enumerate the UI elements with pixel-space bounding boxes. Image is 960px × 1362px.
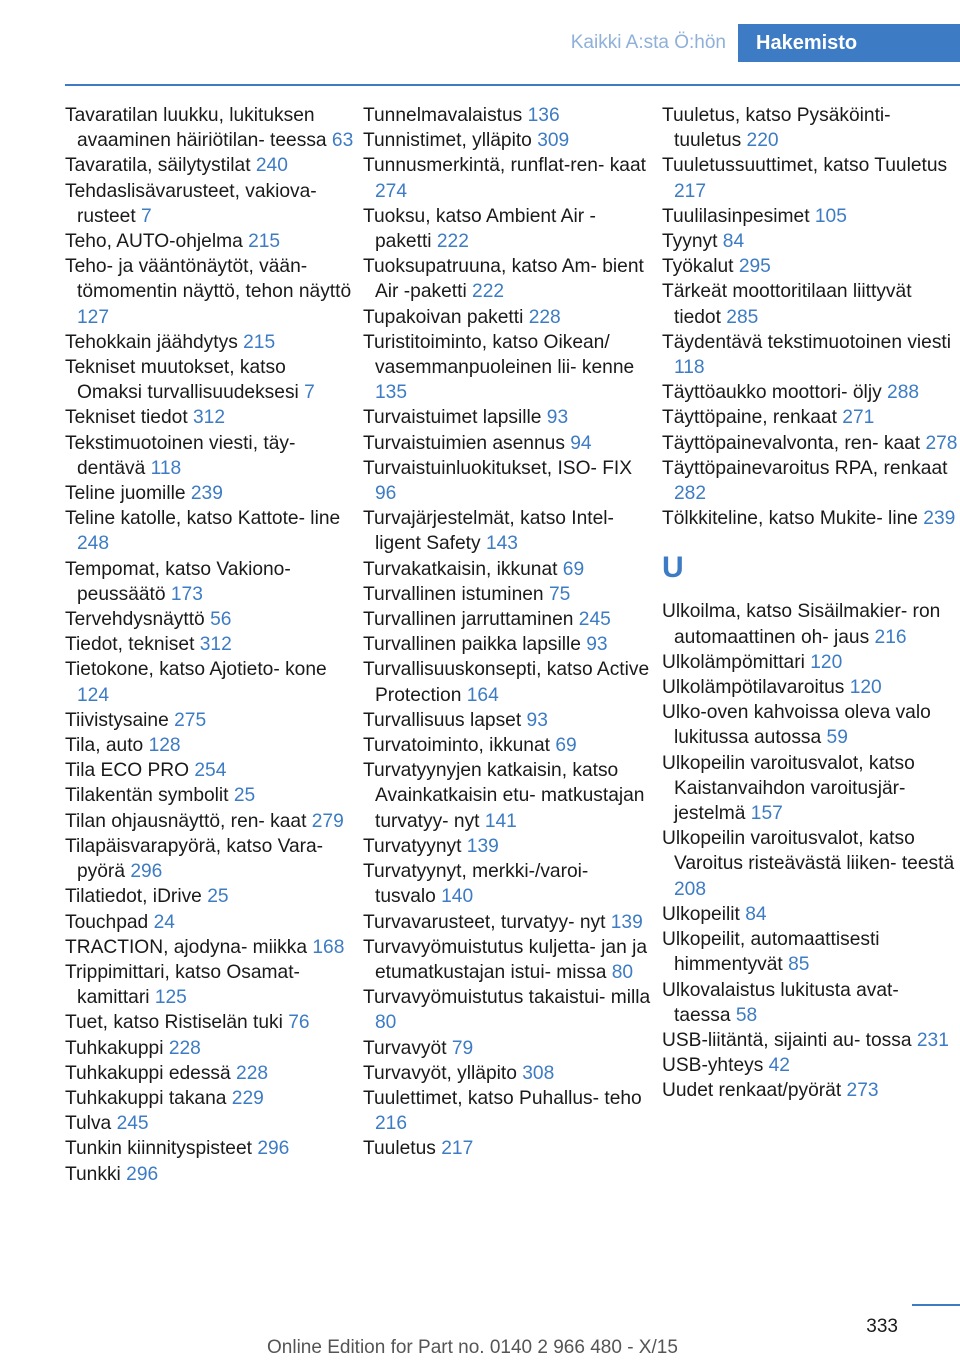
index-term: Tekniset tiedot	[65, 407, 188, 429]
index-entry	[662, 153, 960, 203]
index-entry	[65, 405, 355, 430]
index-term: Tärkeät moottoritilaan liittyvät tiedot	[662, 281, 912, 328]
page-reference-link[interactable]: 296	[257, 1138, 290, 1160]
index-term: Tekstimuotoinen viesti, täy- dentävä	[65, 432, 296, 479]
index-term: Ulkopeilin varoitusvalot, katso Kaistanvaihdon varoitusjär- jestelmä	[662, 752, 915, 825]
page-reference-link[interactable]: 215	[248, 231, 281, 253]
index-entry	[65, 254, 355, 330]
index-entry	[363, 708, 653, 733]
index-term: Tila ECO PRO	[65, 760, 190, 782]
index-entry	[662, 380, 960, 405]
page-header	[0, 24, 960, 62]
page-reference-link[interactable]: 164	[466, 684, 499, 706]
page-reference-link[interactable]: 7	[304, 382, 315, 404]
index-entry	[363, 1061, 653, 1086]
index-term: Turvatyynyjen katkaisin, katso Avainkatkaisin etu- matkustajan turvatyy- nyt	[363, 760, 645, 832]
index-term: Turvaistuinluokitukset, ISO- FIX	[363, 457, 633, 479]
page-reference-link[interactable]: 25	[233, 785, 256, 807]
index-entry	[65, 431, 355, 481]
index-term: Tyynyt	[662, 231, 718, 253]
index-entry	[662, 978, 960, 1028]
page-reference-link[interactable]: 173	[170, 583, 203, 605]
page-reference-link[interactable]: 125	[154, 987, 187, 1009]
page-reference-link[interactable]: 245	[116, 1113, 149, 1135]
index-term: Turvajärjestelmät, katso Intel- ligent Safety	[363, 508, 614, 555]
index-term: Turvavyöt	[363, 1037, 447, 1059]
index-entry	[662, 1028, 960, 1053]
index-entry	[363, 985, 653, 1035]
index-term: Tilan ohjausnäyttö, ren- kaat	[65, 810, 307, 832]
page-reference-link[interactable]: 285	[726, 306, 759, 328]
index-term: Teho, AUTO-ohjelma	[65, 231, 243, 253]
page-reference-link[interactable]: 141	[484, 810, 517, 832]
index-term: Turvaistuimien asennus	[363, 432, 565, 454]
page-reference-link[interactable]: 157	[750, 803, 783, 825]
index-entry	[363, 128, 653, 153]
page-reference-link[interactable]: 139	[610, 911, 643, 933]
index-entry	[65, 758, 355, 783]
index-entry	[662, 431, 960, 456]
page-reference-link[interactable]: 312	[199, 634, 232, 656]
index-entry	[662, 204, 960, 229]
index-term: Täydentävä tekstimuotoinen viesti	[662, 331, 952, 353]
index-term: Ulkopeilit, automaattisesti himmentyvät	[662, 929, 880, 976]
page-reference-link[interactable]: 228	[168, 1037, 201, 1059]
page-reference-link[interactable]: 239	[190, 483, 223, 505]
page-reference-link[interactable]: 56	[210, 609, 232, 631]
index-term: Tunnistimet, ylläpito	[363, 130, 532, 152]
page-reference-link[interactable]: 105	[814, 205, 847, 227]
index-term: Turvallinen jarruttaminen	[363, 609, 574, 631]
index-entry	[662, 279, 960, 329]
page-reference-link[interactable]: 128	[148, 735, 181, 757]
page-reference-link[interactable]: 79	[451, 1037, 474, 1059]
index-entry	[65, 632, 355, 657]
index-entry	[363, 456, 653, 506]
index-term: Tuhkakuppi takana	[65, 1087, 227, 1109]
index-entry	[65, 1111, 355, 1136]
index-entry	[363, 405, 653, 430]
page-reference-link[interactable]: 85	[788, 954, 810, 976]
index-term: Tavaratilan luukku, lukituksen avaaminen häiriötilan- teessa	[65, 105, 327, 152]
index-term: Täyttöpaine, renkaat	[662, 407, 837, 429]
page-reference-link[interactable]: 136	[527, 105, 560, 126]
index-term: Ulkopeilin varoitusvalot, katso Varoitus risteävästä liiken- teestä	[662, 828, 955, 875]
index-entry	[363, 1136, 653, 1161]
index-entry	[363, 758, 653, 834]
index-entry	[65, 355, 355, 405]
index-entry	[363, 153, 653, 203]
index-entry	[65, 607, 355, 632]
index-entry	[363, 557, 653, 582]
index-entry	[363, 910, 653, 935]
index-term: Täyttöpainevalvonta, ren- kaat	[662, 432, 921, 454]
index-term: Turvatoiminto, ikkunat	[363, 735, 550, 757]
index-entry	[363, 204, 653, 254]
page-reference-link[interactable]: 216	[375, 1113, 408, 1135]
page-reference-link[interactable]: 124	[77, 684, 110, 706]
index-entry	[65, 657, 355, 707]
page-reference-link[interactable]: 76	[288, 1012, 310, 1034]
footer-edition: Online Edition for Part no. 0140 2 966 480 - X/15	[267, 1337, 678, 1358]
index-term: Turvavarusteet, turvatyy- nyt	[363, 911, 606, 933]
index-entry	[363, 506, 653, 556]
index-entry	[662, 826, 960, 902]
page-reference-link[interactable]: 84	[722, 231, 745, 253]
page-reference-link[interactable]: 84	[745, 903, 767, 925]
page-reference-link[interactable]: 308	[522, 1062, 555, 1084]
index-term: Ulkolämpömittari	[662, 651, 805, 673]
page-reference-link[interactable]: 228	[528, 306, 561, 328]
index-entry	[363, 859, 653, 909]
index-term: Tunkki	[65, 1163, 121, 1185]
index-term: Tilapäisvarapyörä, katso Vara- pyörä	[65, 835, 324, 883]
index-entry	[662, 927, 960, 977]
index-term: Täyttöaukko moottori- öljy	[662, 382, 882, 404]
index-entry	[662, 103, 960, 153]
index-entry	[662, 405, 960, 430]
page-reference-link[interactable]: 279	[311, 810, 344, 832]
index-term: Tuet, katso Ristiselän tuki	[65, 1012, 283, 1034]
footer-divider	[912, 1304, 960, 1306]
index-entry	[662, 330, 960, 380]
index-entry	[363, 834, 653, 859]
page-reference-link[interactable]: 93	[526, 709, 548, 731]
index-term: Tavaratila, säilytystilat	[65, 155, 251, 177]
index-term: Tupakoivan paketti	[363, 306, 524, 328]
section-letter-u: U	[662, 551, 684, 585]
page-reference-link[interactable]: 254	[194, 760, 227, 782]
index-entry	[363, 305, 653, 330]
page-reference-link[interactable]: 271	[842, 407, 875, 429]
index-entry	[363, 254, 653, 304]
page-reference-link[interactable]: 222	[436, 231, 469, 253]
index-term: Täyttöpainevaroitus RPA, renkaat	[662, 457, 948, 479]
index-entry	[65, 1086, 355, 1111]
index-term: Ulkopeilit	[662, 903, 740, 925]
index-term: Turvakatkaisin, ikkunat	[363, 558, 558, 580]
index-term: Ulkolämpötilavaroitus	[662, 677, 845, 699]
index-entry	[65, 733, 355, 758]
page-reference-link[interactable]: 120	[849, 677, 882, 699]
page-reference-link[interactable]: 93	[546, 407, 569, 429]
index-term: USB-liitäntä, sijainti au- tossa	[662, 1029, 912, 1051]
index-term: USB-yhteys	[662, 1055, 764, 1077]
index-entry	[662, 902, 960, 927]
index-term: Tila, auto	[65, 735, 144, 757]
index-entry	[662, 1053, 960, 1078]
index-term: Tehdaslisävarusteet, vakiova- rusteet	[65, 180, 317, 227]
index-entry	[65, 557, 355, 607]
page-reference-link[interactable]: 222	[472, 281, 505, 303]
page-reference-link[interactable]: 118	[674, 357, 705, 379]
page-reference-link[interactable]: 127	[77, 306, 110, 328]
index-term: Tuulettimet, katso Puhallus- teho	[363, 1087, 642, 1109]
index-entry	[65, 506, 355, 556]
index-term: Tekniset muutokset, katso Omaksi turvallisuudeksesi	[65, 357, 299, 404]
index-term: Turvatyynyt, merkki-/varoi- tusvalo	[363, 861, 589, 908]
page-reference-link[interactable]: 296	[130, 861, 163, 883]
index-term: Tuhkakuppi	[65, 1037, 164, 1059]
index-term: Turvallinen paikka lapsille	[363, 634, 581, 656]
page-reference-link[interactable]: 273	[846, 1080, 879, 1102]
index-term: Tehokkain jäähdytys	[65, 331, 238, 353]
index-entry	[662, 675, 960, 700]
index-term: Ulkoilma, katso Sisäilmakier- ron automaattinen oh- jaus	[662, 601, 941, 648]
page-reference-link[interactable]: 25	[207, 886, 229, 908]
index-term: Teline katolle, katso Kattote- line	[65, 508, 341, 530]
index-entry	[662, 254, 960, 279]
page-reference-link[interactable]: 231	[916, 1029, 949, 1051]
index-entry	[363, 607, 653, 632]
index-term: Tunnusmerkintä, runflat-ren- kaat	[363, 155, 646, 177]
page-reference-link[interactable]: 75	[548, 583, 571, 605]
page-reference-link[interactable]: 275	[174, 709, 207, 731]
page-reference-link[interactable]: 208	[674, 878, 707, 900]
index-term: Tuuletussuuttimet, katso Tuuletus	[662, 155, 948, 177]
index-term: Turvallinen istuminen	[363, 583, 544, 605]
index-entry	[363, 632, 653, 657]
index-entry	[65, 910, 355, 935]
header-tab: Hakemisto	[738, 24, 960, 62]
index-entry	[662, 456, 960, 506]
index-term: Turvavyöt, ylläpito	[363, 1062, 517, 1084]
page-reference-link[interactable]: 309	[537, 130, 570, 152]
page-reference-link[interactable]: 80	[611, 961, 634, 983]
index-entry	[363, 733, 653, 758]
index-entry	[65, 809, 355, 834]
page-reference-link[interactable]: 69	[555, 735, 577, 757]
page-reference-link[interactable]: 143	[485, 533, 518, 555]
index-term: Tietokone, katso Ajotieto- kone	[65, 659, 327, 681]
page-reference-link[interactable]: 217	[441, 1138, 474, 1160]
index-term: Tiedot, tekniset	[65, 634, 195, 656]
index-entry	[662, 700, 960, 750]
index-entry	[363, 935, 653, 985]
index-term: Touchpad	[65, 911, 149, 933]
page-reference-link[interactable]: 135	[375, 382, 408, 404]
page-reference-link[interactable]: 69	[562, 558, 585, 580]
page-reference-link[interactable]: 24	[153, 911, 175, 933]
index-entry	[65, 330, 355, 355]
page-reference-link[interactable]: 282	[674, 483, 707, 505]
index-entry	[65, 783, 355, 808]
index-term: Trippimittari, katso Osamat- kamittari	[65, 961, 300, 1009]
index-entry	[662, 506, 960, 531]
page-reference-link[interactable]: 7	[141, 205, 152, 227]
index-entry	[363, 1086, 653, 1136]
index-entry	[363, 103, 653, 128]
index-entry	[363, 431, 653, 456]
page-reference-link[interactable]: 312	[193, 407, 226, 429]
page-reference-link[interactable]: 120	[810, 651, 843, 673]
index-entry	[65, 1061, 355, 1086]
page-reference-link[interactable]: 58	[735, 1004, 758, 1026]
page-reference-link[interactable]: 94	[570, 432, 592, 454]
index-column-1	[65, 103, 355, 1187]
index-term: Tiivistysaine	[65, 709, 169, 731]
page-reference-link[interactable]: 42	[768, 1055, 790, 1077]
page-reference-link[interactable]: 215	[243, 331, 276, 353]
index-term: Turvavyömuistutus kuljetta- jan ja etumatkustajan istui- missa	[363, 936, 648, 983]
index-entry	[662, 229, 960, 254]
page-reference-link[interactable]: 118	[150, 457, 182, 479]
index-term: Tuulilasinpesimet	[662, 205, 810, 227]
page-reference-link[interactable]: 216	[874, 626, 907, 648]
index-term: Tuhkakuppi edessä	[65, 1062, 231, 1084]
index-term: Tervehdysnäyttö	[65, 609, 205, 631]
page-reference-link[interactable]: 248	[77, 533, 110, 555]
page-reference-link[interactable]: 139	[466, 835, 499, 857]
index-term: Teho- ja vääntönäytöt, vään- tömomentin näyttö, tehon näyttö	[65, 256, 352, 303]
index-entry	[662, 650, 960, 675]
index-term: Turvallisuuskonsepti, katso Active Protection	[363, 659, 650, 706]
index-entry	[662, 751, 960, 827]
index-entry	[65, 960, 355, 1010]
index-term: Ulko-oven kahvoissa oleva valo lukitussa autossa	[662, 702, 931, 749]
page-reference-link[interactable]: 96	[375, 483, 397, 505]
index-term: Tuuletus	[363, 1138, 436, 1160]
index-term: Työkalut	[662, 256, 734, 278]
page-reference-link[interactable]: 80	[375, 1012, 397, 1034]
index-entry	[65, 179, 355, 229]
index-term: Tölkkiteline, katso Mukite- line	[662, 508, 918, 530]
page-reference-link[interactable]: 229	[231, 1087, 264, 1109]
header-section-title: Kaikki A:sta Ö:hön	[570, 32, 726, 53]
page-reference-link[interactable]: 140	[441, 886, 474, 908]
page-reference-link[interactable]: 228	[236, 1062, 269, 1084]
page-reference-link[interactable]: 296	[126, 1163, 159, 1185]
page-reference-link[interactable]: 168	[312, 936, 345, 958]
index-entry	[65, 884, 355, 909]
header-divider	[65, 84, 960, 86]
page-reference-link[interactable]: 274	[375, 180, 408, 202]
index-entry	[65, 834, 355, 884]
index-term: Turistitoiminto, katso Oikean/ vasemmanpuoleinen lii- kenne	[363, 331, 635, 379]
index-term: Turvavyömuistutus takaistui- milla	[363, 987, 651, 1009]
page-reference-link[interactable]: 240	[255, 155, 288, 177]
index-entry	[662, 1078, 960, 1103]
page-reference-link[interactable]: 278	[925, 432, 958, 454]
page-number: 333	[866, 1316, 898, 1337]
index-term: Uudet renkaat/pyörät	[662, 1080, 842, 1102]
index-entry	[65, 481, 355, 506]
page-reference-link[interactable]: 217	[674, 180, 707, 202]
page-reference-link[interactable]: 220	[746, 130, 779, 152]
page-reference-link[interactable]: 239	[923, 508, 956, 530]
page-reference-link[interactable]: 245	[578, 609, 611, 631]
index-term: Ulkovalaistus lukitusta avat- taessa	[662, 979, 899, 1026]
index-term: Tilakentän symbolit	[65, 785, 229, 807]
index-entry	[65, 1036, 355, 1061]
index-term: Teline juomille	[65, 483, 186, 505]
index-entry	[65, 103, 355, 153]
page-reference-link[interactable]: 59	[826, 727, 848, 749]
index-entry	[65, 1162, 355, 1187]
index-term: Tunnelmavalaistus	[363, 105, 523, 126]
index-entry	[363, 582, 653, 607]
page-reference-link[interactable]: 63	[331, 130, 354, 152]
page-reference-link[interactable]: 288	[887, 382, 920, 404]
index-term: Tulva	[65, 1113, 112, 1135]
index-term: Turvallisuus lapset	[363, 709, 522, 731]
index-entry	[65, 229, 355, 254]
index-term: Tuoksupatruuna, katso Am- bient Air -paketti	[363, 256, 644, 303]
page-reference-link[interactable]: 93	[586, 634, 608, 656]
index-column-3	[662, 103, 960, 1104]
index-entry	[363, 1036, 653, 1061]
index-term: Tuoksu, katso Ambient Air - paketti	[363, 205, 596, 253]
index-term: Turvatyynyt	[363, 835, 462, 857]
index-entry	[65, 708, 355, 733]
index-term: Tuuletus, katso Pysäköinti- tuuletus	[662, 105, 891, 152]
index-entry	[662, 599, 960, 649]
page-reference-link[interactable]: 295	[738, 256, 771, 278]
index-entry	[363, 330, 653, 406]
index-entry	[65, 935, 355, 960]
index-term: Tilatiedot, iDrive	[65, 886, 202, 908]
index-entry	[65, 1010, 355, 1035]
index-term: Tunkin kiinnityspisteet	[65, 1138, 252, 1160]
index-column-2	[363, 103, 653, 1162]
index-entry	[363, 657, 653, 707]
index-entry	[65, 153, 355, 178]
index-term: Turvaistuimet lapsille	[363, 407, 542, 429]
index-term: Tempomat, katso Vakiono- peussäätö	[65, 558, 291, 605]
index-entry	[65, 1136, 355, 1161]
index-term: TRACTION, ajodyna- miikka	[65, 936, 308, 958]
